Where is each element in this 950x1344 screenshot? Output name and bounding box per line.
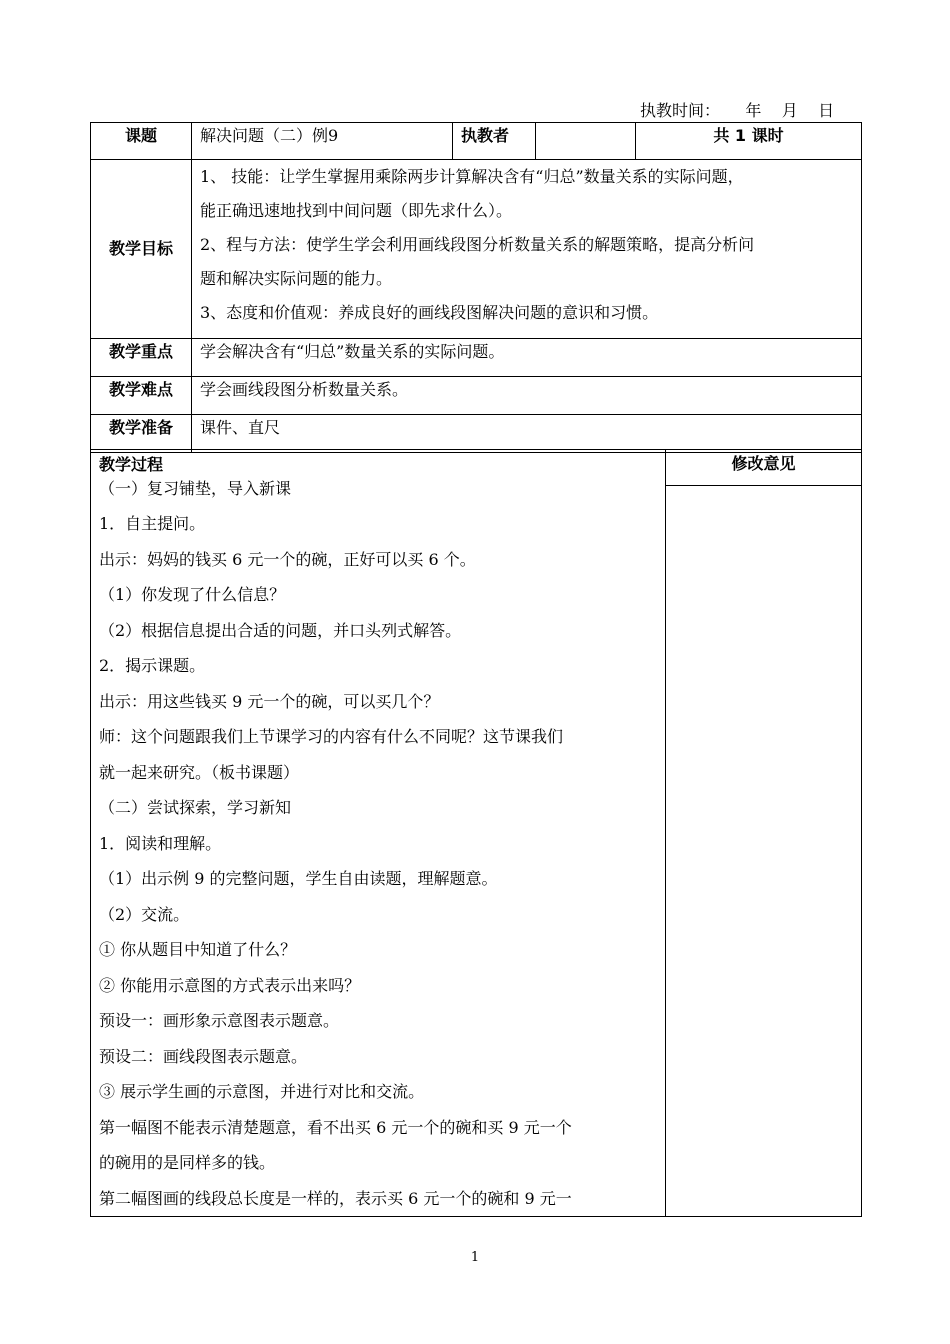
process-line: 出示：用这些钱买 9 元一个的碗，可以买几个？ xyxy=(99,691,440,711)
process-line: （2）根据信息提出合适的问题，并口头列式解答。 xyxy=(99,620,462,640)
difficulties-row xyxy=(91,377,862,415)
teacher-label: 执教者 xyxy=(453,123,536,160)
process-line: ③ 展示学生画的示意图，并进行对比和交流。 xyxy=(99,1082,425,1101)
process-line: 1．自主提问。 xyxy=(99,514,206,533)
revision-label: 修改意见 xyxy=(666,450,861,486)
process-line: 的碗用的是同样多的钱。 xyxy=(99,1153,276,1172)
process-line: 师：这个问题跟我们上节课学习的内容有什么不同呢？这节课我们 xyxy=(99,727,564,746)
process-line: ① 你从题目中知道了什么？ xyxy=(99,940,297,959)
preparation-label: 教学准备 xyxy=(91,415,192,453)
topic-row xyxy=(91,123,862,160)
goal-line: 3、态度和价值观：养成良好的画线段图解决问题的意识和习惯。 xyxy=(200,303,659,322)
process-line: 2．揭示课题。 xyxy=(99,656,206,675)
preparation-value: 课件、直尺 xyxy=(192,415,862,453)
goal-line: 2、程与方法：使学生学会利用画线段图分析数量关系的解题策略，提高分析问 xyxy=(200,235,755,254)
topic-value: 解决问题（二）例9 xyxy=(192,123,453,160)
topic-label: 课题 xyxy=(91,123,192,160)
goal-line: 题和解决实际问题的能力。 xyxy=(200,269,393,288)
process-line: 1．阅读和理解。 xyxy=(99,833,222,853)
goals-label: 教学目标 xyxy=(91,160,192,339)
teacher-value xyxy=(536,123,636,160)
page-number: 1 xyxy=(470,1250,480,1265)
process-line: 预设一：画形象示意图表示题意。 xyxy=(99,1011,340,1030)
process-row xyxy=(91,450,862,1217)
goals-row xyxy=(91,160,862,339)
process-line: （1）你发现了什么信息？ xyxy=(99,585,286,604)
difficulties-value: 学会画线段图分析数量关系。 xyxy=(192,377,862,415)
exec-time-label: 执教时间： 年 月 日 xyxy=(640,101,835,120)
process-content xyxy=(91,450,666,1217)
difficulties-label: 教学难点 xyxy=(91,377,192,415)
teaching-process-table xyxy=(90,449,862,1217)
process-line: 出示：妈妈的钱买 6 元一个的碗，正好可以买 6 个。 xyxy=(99,549,476,569)
process-line: ② 你能用示意图的方式表示出来吗？ xyxy=(99,975,361,995)
lesson-info-table xyxy=(90,122,862,453)
goals-content xyxy=(192,160,862,339)
process-line: 就一起来研究。（板书课题） xyxy=(99,762,300,782)
preparation-row xyxy=(91,415,862,453)
key-points-value: 学会解决含有“归总”数量关系的实际问题。 xyxy=(192,339,862,377)
key-points-label: 教学重点 xyxy=(91,339,192,377)
process-line: 预设二：画线段图表示题意。 xyxy=(99,1046,308,1066)
process-line: （1）出示例 9 的完整问题，学生自由读题，理解题意。 xyxy=(99,869,498,888)
process-title: 教学过程 xyxy=(99,455,164,474)
key-points-row xyxy=(91,339,862,377)
goal-line: 1、 技能：让学生掌握用乘除两步计算解决含有“归总”数量关系的实际问题， xyxy=(200,167,744,186)
process-line: （2）交流。 xyxy=(99,904,190,924)
process-line: 第二幅图画的线段总长度是一样的，表示买 6 元一个的碗和 9 元一 xyxy=(99,1188,572,1208)
periods-label: 共 1 课时 xyxy=(636,123,862,160)
process-line: （一）复习铺垫，导入新课 xyxy=(99,479,292,498)
process-line: 第一幅图不能表示清楚题意，看不出买 6 元一个的碗和买 9 元一个 xyxy=(99,1117,572,1137)
goal-line: 能正确迅速地找到中间问题（即先求什么）。 xyxy=(200,201,513,220)
process-line: （二）尝试探索，学习新知 xyxy=(99,798,292,817)
revision-column xyxy=(666,450,862,1217)
